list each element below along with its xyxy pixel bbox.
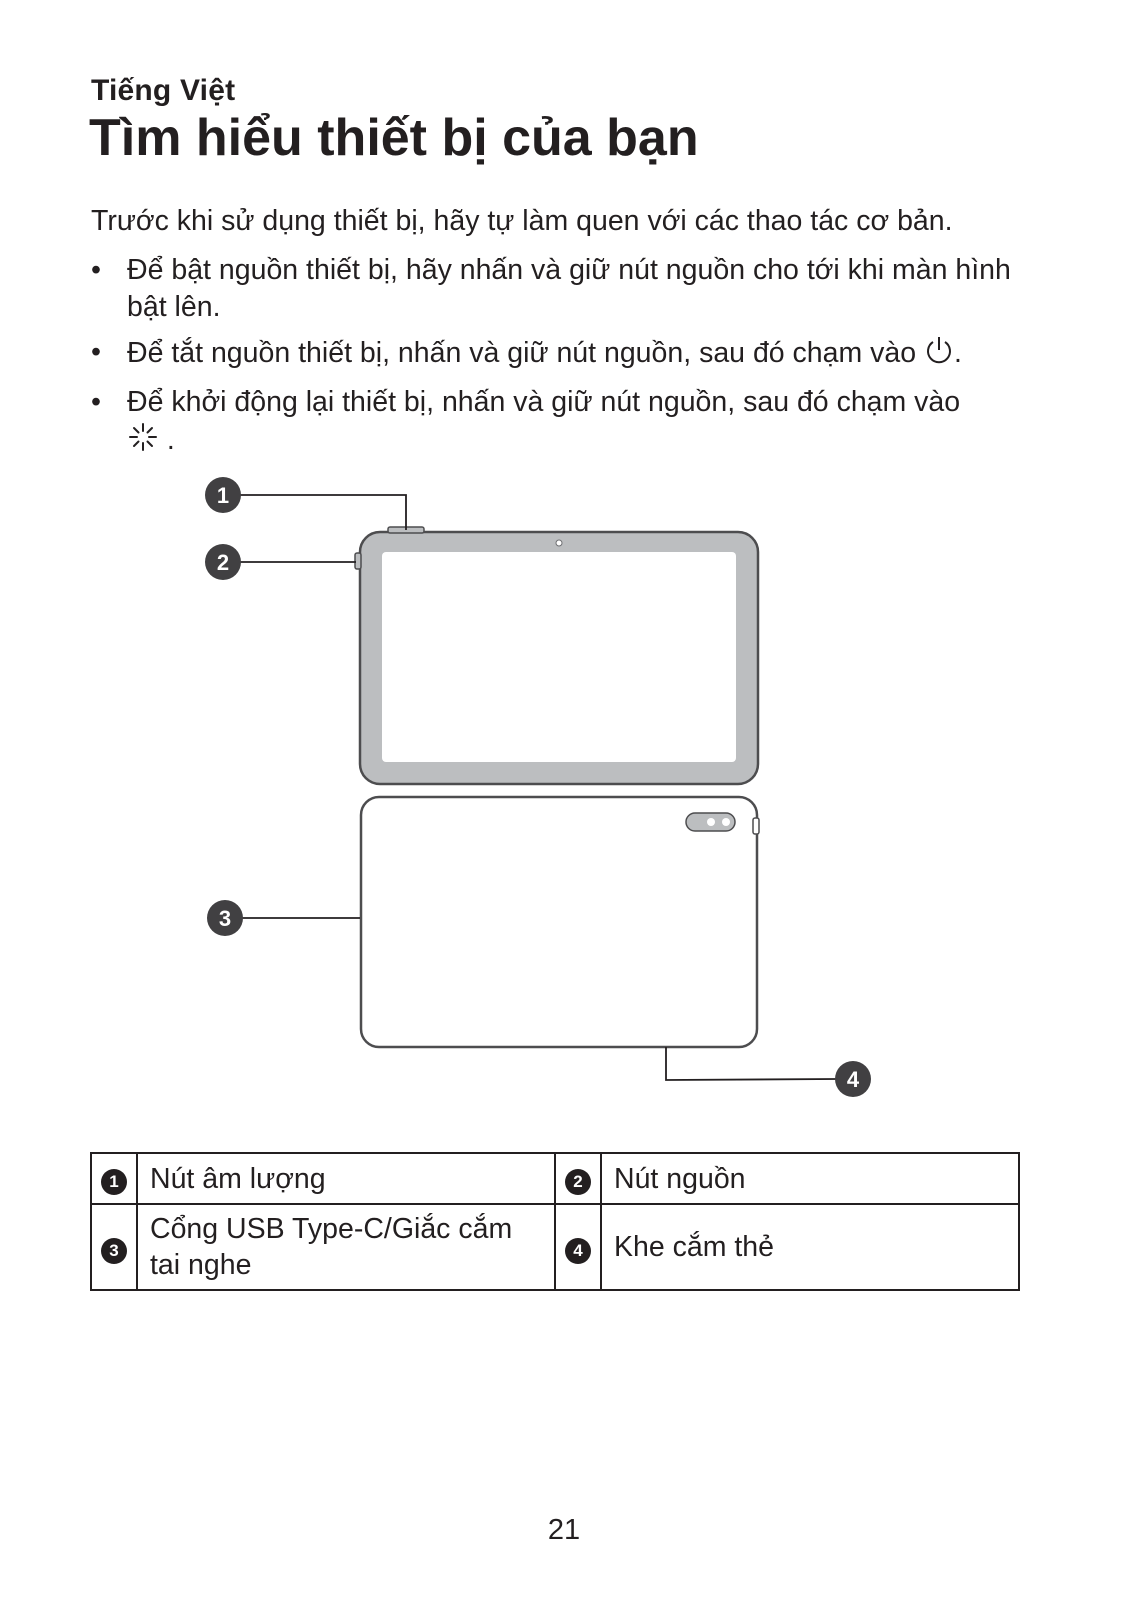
svg-text:3: 3 bbox=[218, 906, 232, 931]
bullet-suffix: . bbox=[166, 424, 175, 456]
power-icon bbox=[924, 334, 954, 376]
instruction-list bbox=[91, 252, 1051, 471]
table-row bbox=[91, 1204, 1019, 1290]
language-label: Tiếng Việt bbox=[91, 74, 236, 107]
table-row bbox=[91, 1153, 1019, 1204]
legend-label: Nút nguồn bbox=[601, 1153, 1019, 1204]
legend-number: 2 bbox=[565, 1169, 591, 1195]
tablet-back bbox=[361, 797, 759, 1047]
front-camera bbox=[556, 540, 562, 546]
power-button-shape bbox=[355, 553, 361, 569]
legend-number: 4 bbox=[565, 1238, 591, 1264]
svg-text:4: 4 bbox=[846, 1067, 860, 1092]
list-item bbox=[91, 252, 1051, 326]
tablet-front bbox=[355, 527, 758, 784]
bullet-text: Để khởi động lại thiết bị, nhấn và giữ nút nguồn, sau đó chạm vào bbox=[127, 386, 961, 418]
legend-label: Cổng USB Type-C/Giắc cắm tai nghe bbox=[137, 1204, 555, 1290]
callout-4 bbox=[835, 1061, 871, 1097]
intro-text: Trước khi sử dụng thiết bị, hãy tự làm quen với các thao tác cơ bản. bbox=[91, 205, 953, 237]
page-number: 21 bbox=[547, 1514, 581, 1546]
legend-number: 3 bbox=[101, 1238, 127, 1264]
list-item bbox=[91, 384, 1051, 463]
page-title: Tìm hiểu thiết bị của bạn bbox=[89, 109, 699, 167]
legend-number: 1 bbox=[101, 1169, 127, 1195]
svg-text:1: 1 bbox=[216, 483, 230, 508]
legend-label: Nút âm lượng bbox=[137, 1153, 555, 1204]
bullet-text: Để bật nguồn thiết bị, hãy nhấn và giữ nút nguồn cho tới khi màn hình bật lên. bbox=[127, 254, 1011, 323]
callout-3 bbox=[207, 900, 243, 936]
legend-label: Khe cắm thẻ bbox=[601, 1204, 1019, 1290]
list-item bbox=[91, 334, 1051, 376]
svg-text:2: 2 bbox=[216, 550, 230, 575]
restart-icon bbox=[127, 421, 159, 463]
bullet-text: Để tắt nguồn thiết bị, nhấn và giữ nút nguồn, sau đó chạm vào bbox=[127, 337, 917, 369]
callout-1 bbox=[205, 477, 241, 513]
bullet-suffix: . bbox=[954, 337, 962, 369]
callout-2 bbox=[205, 544, 241, 580]
parts-legend-table bbox=[90, 1152, 1020, 1291]
